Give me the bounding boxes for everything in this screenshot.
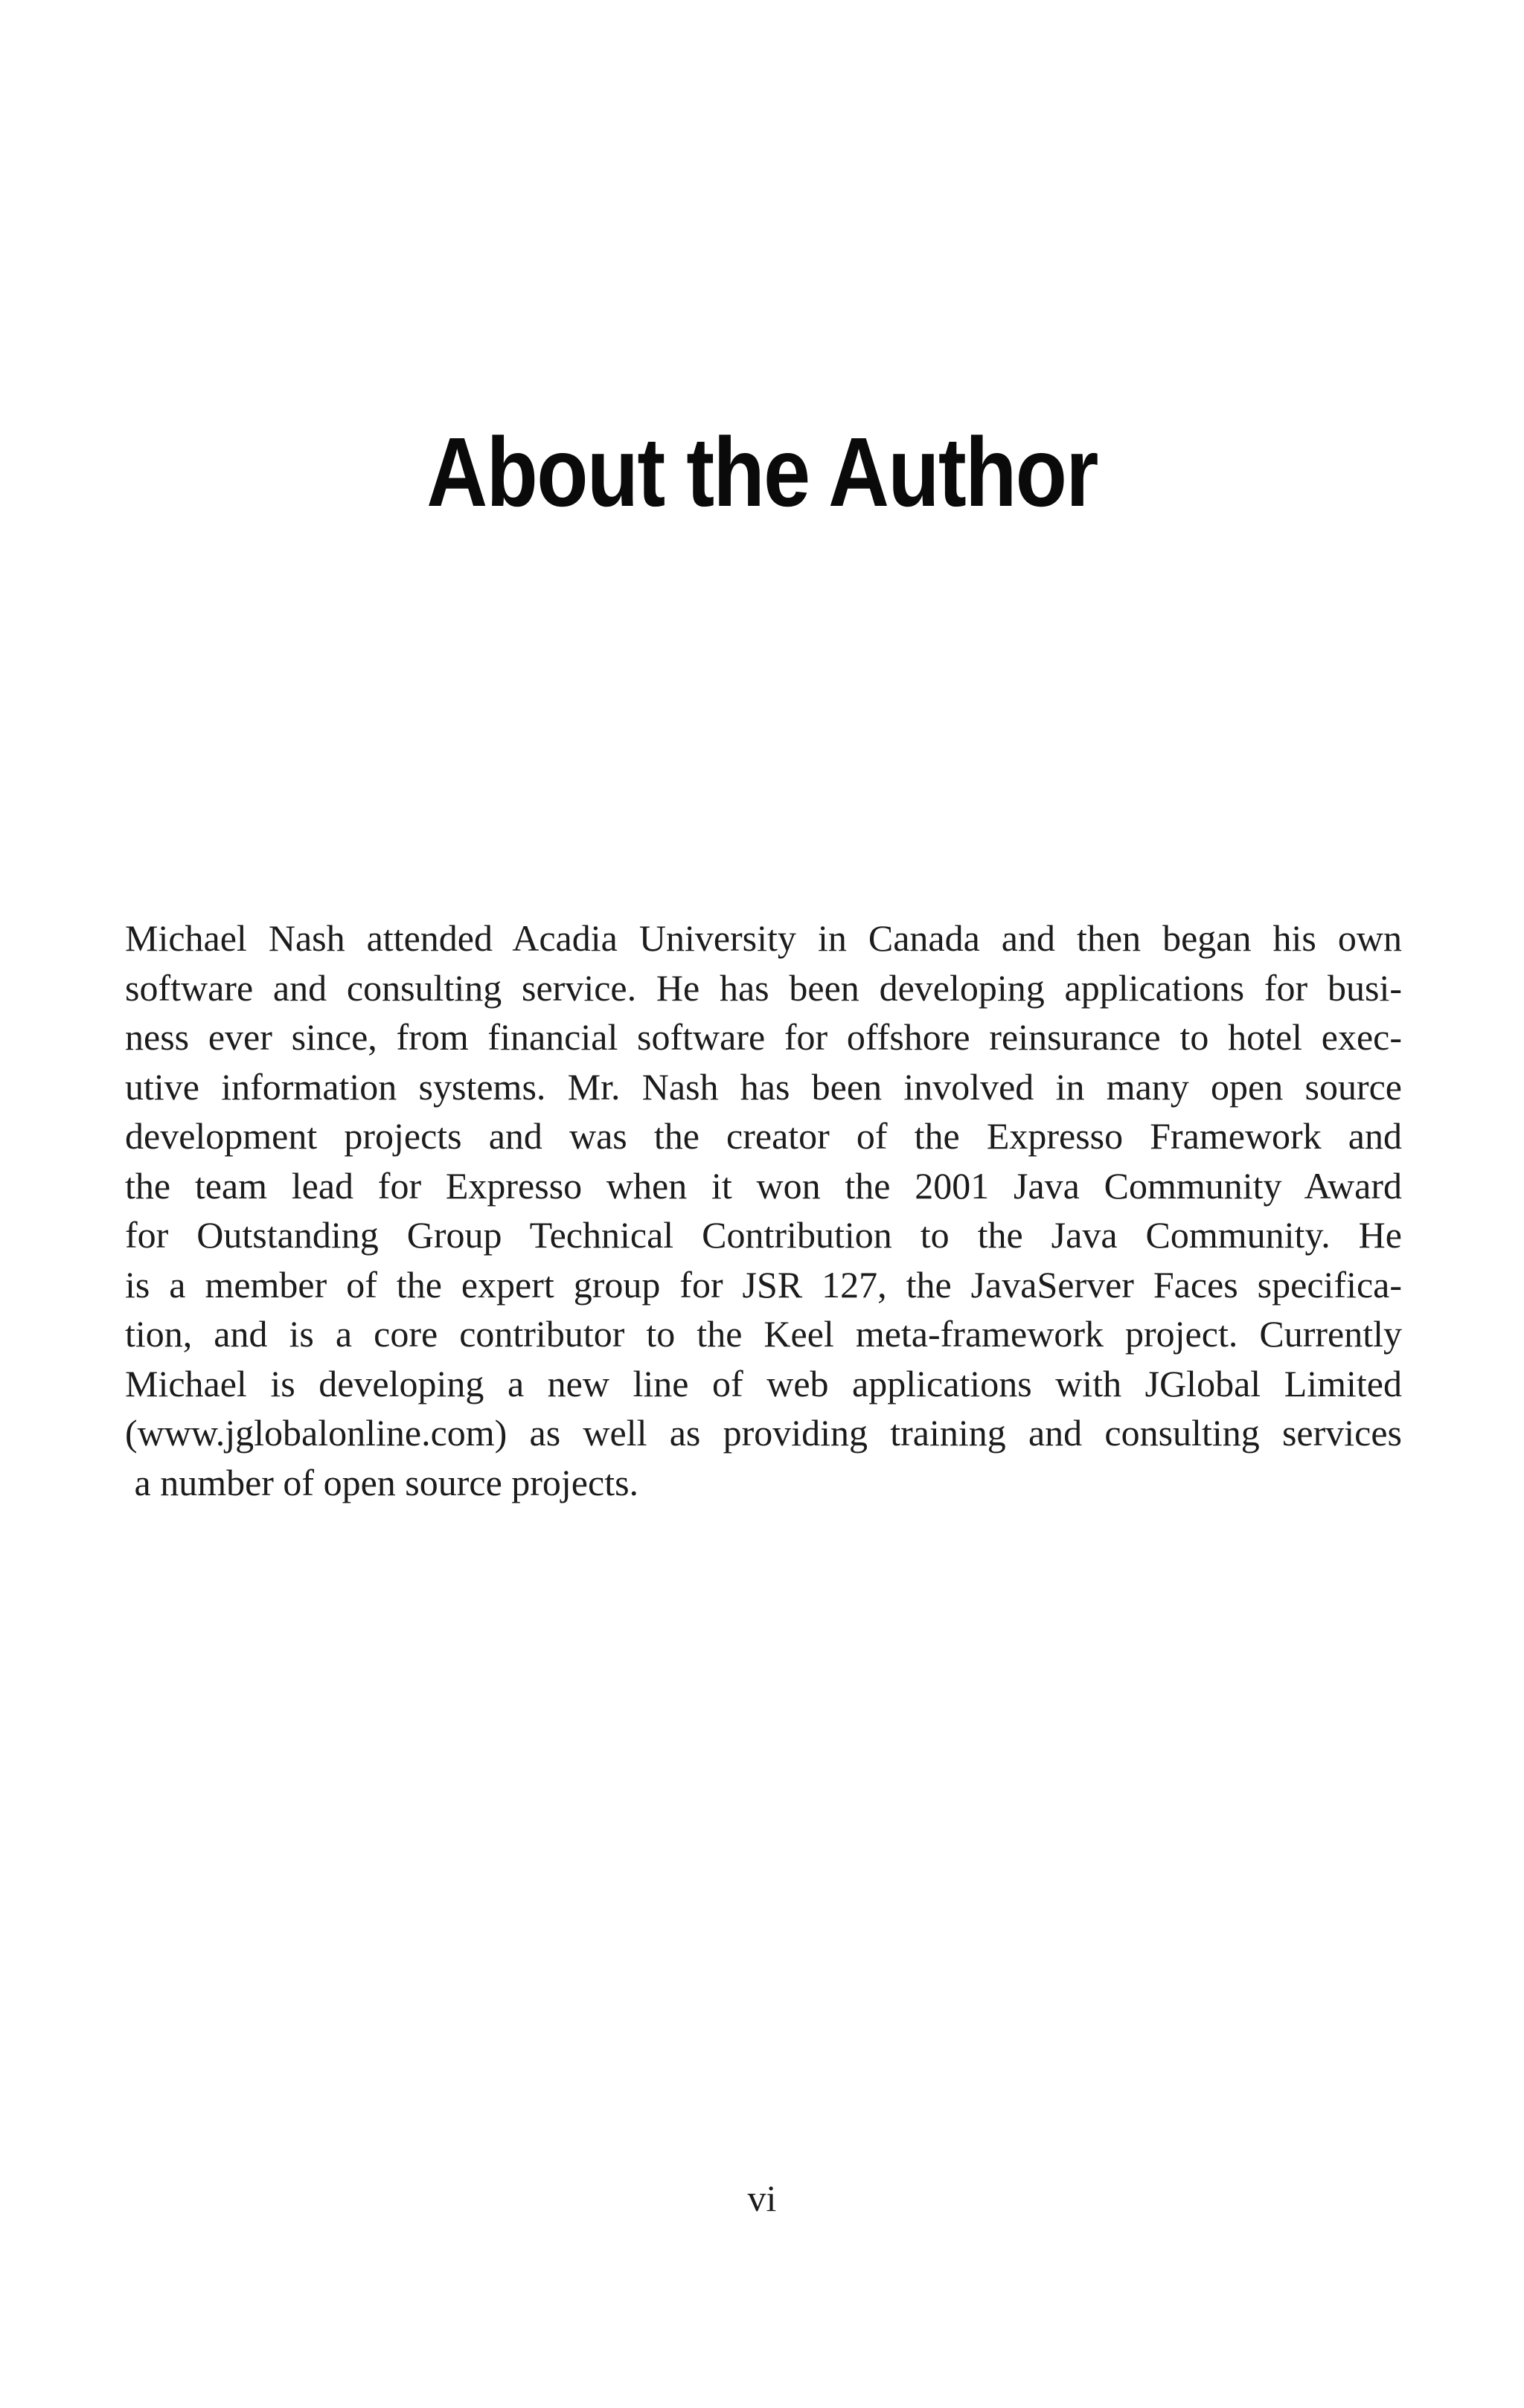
bio-line: a number of open source projects. <box>125 1461 639 1503</box>
bio-line: Michael is developing a new line of web applications with JGlobal Limited <box>125 1362 1402 1404</box>
author-biography <box>125 914 1402 1507</box>
bio-line: development projects and was the creator of the Expresso Framework and <box>125 1115 1402 1157</box>
bio-line: Michael Nash attended Acadia University in Canada and then began his own <box>125 917 1402 959</box>
bio-line: software and consulting service. He has been developing applications for busi- <box>125 966 1402 1009</box>
bio-line: for Outstanding Group Technical Contribution to the Java Community. He <box>125 1214 1402 1256</box>
bio-line: tion, and is a core contributor to the Keel meta-framework project. Currently <box>125 1313 1402 1355</box>
page-title: About the Author <box>426 417 1098 527</box>
bio-line: ness ever since, from financial software for offshore reinsurance to hotel exec- <box>125 1016 1402 1058</box>
bio-line: the team lead for Expresso when it won the 2001 Java Community Award <box>125 1164 1402 1207</box>
bio-line: (www.jglobalonline.com) as well as providing training and consulting services <box>125 1412 1402 1454</box>
page-number: vi <box>747 2177 777 2219</box>
bio-line: is a member of the expert group for JSR 127, the JavaServer Faces specifica- <box>125 1263 1402 1306</box>
bio-line: utive information systems. Mr. Nash has been involved in many open source <box>125 1065 1402 1108</box>
